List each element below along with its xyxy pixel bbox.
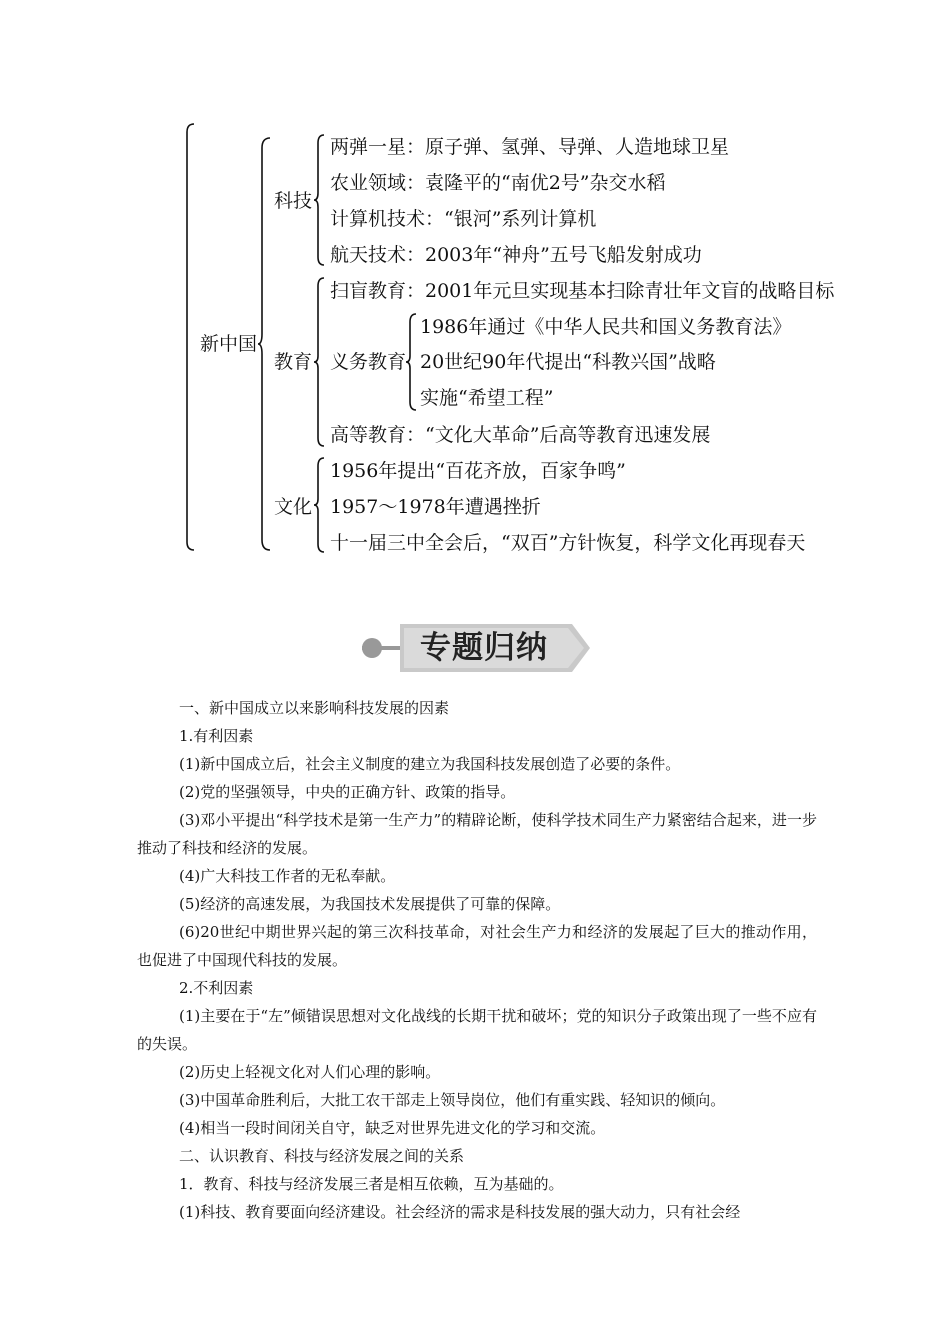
jiaoyu-item-1: 扫盲教育：2001年元旦实现基本扫除青壮年文盲的战略目标 <box>330 280 835 302</box>
paragraph: 1．教育、科技与经济发展三者是相互依赖，互为基础的。 <box>179 1175 564 1193</box>
branch-label-keji: 科技 <box>274 190 313 212</box>
brace-yiwu <box>406 314 418 410</box>
branch-label-wenhua: 文化 <box>274 496 313 518</box>
brace-keji <box>314 135 326 265</box>
keji-item-2: 农业领域：袁隆平的“南优2号”杂交水稻 <box>330 172 666 194</box>
wenhua-item-1: 1956年提出“百花齐放，百家争鸣” <box>330 460 626 482</box>
paragraph: (3)邓小平提出“科学技术是第一生产力”的精辟论断，使科学技术同生产力紧密结合起来，进一步推动了科技和经济的发展。 <box>137 811 817 857</box>
brace-jiaoyu <box>314 278 326 446</box>
paragraph: (1)科技、教育要面向经济建设。社会经济的需求是科技发展的强大动力，只有社会经 <box>179 1203 741 1221</box>
heading-1: 一、新中国成立以来影响科技发展的因素 <box>179 699 450 717</box>
jiaoyu-item-2: 义务教育 <box>330 351 407 373</box>
paragraph: (2)党的坚强领导，中央的正确方针、政策的指导。 <box>179 783 516 801</box>
yiwu-item-3: 实施“希望工程” <box>420 387 554 409</box>
yiwu-item-1: 1986年通过《中华人民共和国义务教育法》 <box>420 316 792 338</box>
outer-bracket <box>184 124 198 550</box>
heading-2: 二、认识教育、科技与经济发展之间的关系 <box>179 1147 465 1165</box>
mindmap-root: 新中国 <box>200 333 258 355</box>
subheading-2: 2.不利因素 <box>179 979 254 997</box>
paragraph: (1)新中国成立后，社会主义制度的建立为我国科技发展创造了必要的条件。 <box>179 755 681 773</box>
paragraph: (6)20世纪中期世界兴起的第三次科技革命，对社会生产力和经济的发展起了巨大的推动作用，也促进了中国现代科技的发展。 <box>137 923 817 969</box>
paragraph: (1)主要在于“左”倾错误思想对文化战线的长期干扰和破坏；党的知识分子政策出现了一些不应有的失误。 <box>137 1007 817 1053</box>
wenhua-item-3: 十一届三中全会后，“双百”方针恢复，科学文化再现春天 <box>330 532 806 554</box>
yiwu-item-2: 20世纪90年代提出“科教兴国”战略 <box>420 351 716 373</box>
paragraph: (3)中国革命胜利后，大批工农干部走上领导岗位，他们有重实践、轻知识的倾向。 <box>179 1091 726 1109</box>
banner-title: 专题归纳 <box>420 630 548 666</box>
paragraph: (4)广大科技工作者的无私奉献。 <box>179 867 396 885</box>
branch-label-jiaoyu: 教育 <box>274 351 313 373</box>
keji-item-1: 两弹一星：原子弹、氢弹、导弹、人造地球卫星 <box>330 136 730 158</box>
paragraph: (4)相当一段时间闭关自守，缺乏对世界先进文化的学习和交流。 <box>179 1119 606 1137</box>
wenhua-item-2: 1957～1978年遭遇挫折 <box>330 496 541 518</box>
keji-item-4: 航天技术：2003年“神舟”五号飞船发射成功 <box>330 244 702 266</box>
brace-wenhua <box>314 458 326 552</box>
subheading-1: 1.有利因素 <box>179 727 254 745</box>
keji-item-3: 计算机技术：“银河”系列计算机 <box>330 208 597 230</box>
paragraph: (5)经济的高速发展，为我国技术发展提供了可靠的保障。 <box>179 895 561 913</box>
root-brace <box>258 138 272 550</box>
paragraph: (2)历史上轻视文化对人们心理的影响。 <box>179 1063 441 1081</box>
jiaoyu-item-3: 高等教育：“文化大革命”后高等教育迅速发展 <box>330 424 711 446</box>
